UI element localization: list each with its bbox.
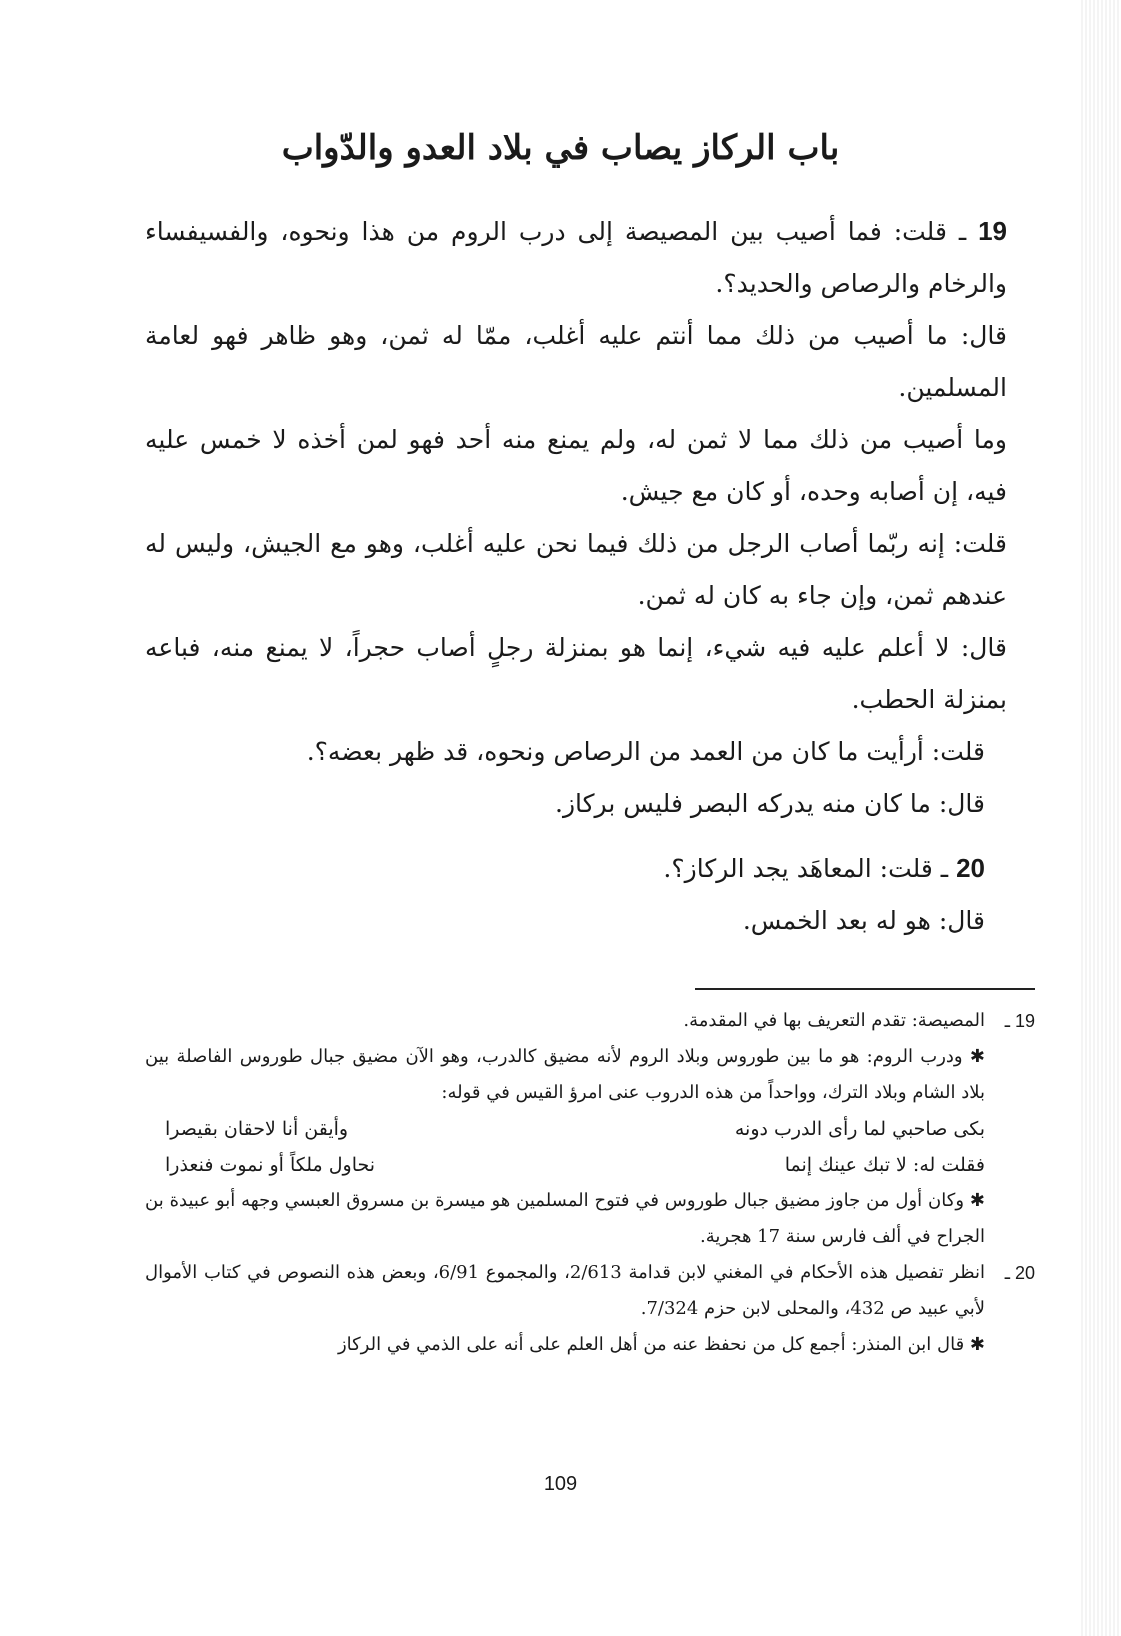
footnote-20-line-2: ✱ قال ابن المنذر: أجمع كل من نحفظ عنه من أهل العلم على أنه على الذمي في الركاز — [337, 1334, 985, 1355]
footnote-19-line-1: المصيصة: تقدم التعريف بها في المقدمة. — [683, 1010, 985, 1031]
verse-1-first-hemistich: بكى صاحبي لما رأى الدرب دونه — [734, 1118, 985, 1140]
footnotes — [145, 1003, 1035, 1363]
verse-2-first-hemistich: فقلت له: لا تبك عينك إنما — [784, 1154, 985, 1176]
question-19 — [145, 205, 1035, 310]
question-19-text: ـ قلت: فما أصيب بين المصيصة إلى درب الروم من هذا ونحوه، والفسيفساء والرخام والرصاص والحديد؟. — [145, 217, 1007, 298]
footnote-19-line-2: ✱ ودرب الروم: هو ما بين طوروس وبلاد الروم لأنه مضيق كالدرب، وهو الآن مضيق جبال طوروس الفاصلة بين بلاد الشام وبلاد الترك، وواحداً من هذه الدروب عنى امرؤ القيس في قوله: — [145, 1046, 985, 1103]
footnote-20-line-1: انظر تفصيل هذه الأحكام في المغني لابن قدامة 2/613، والمجموع 6/91، وبعض هذه النصوص في كتاب الأموال لأبي عبيد ص 432، والمحلى لابن حزم 7/324. — [145, 1262, 986, 1319]
footnote-19-marker: 19 ـ — [1004, 1011, 1035, 1031]
paragraph-question-3: قلت: أرأيت ما كان من العمد من الرصاص ونحوه، قد ظهر بعضه؟. — [306, 737, 985, 766]
poem-verse-1 — [145, 1111, 985, 1147]
paragraph-answer-5: قال: هو له بعد الخمس. — [742, 906, 985, 935]
footnote-separator — [695, 988, 1035, 990]
paragraph-question-2: قلت: إنه ربّما أصاب الرجل من ذلك فيما نحن عليه أغلب، وهو مع الجيش، وليس له عندهم ثمن، وإن جاء به كان له ثمن. — [145, 529, 1007, 610]
paragraph-answer-2: وما أصيب من ذلك مما لا ثمن له، ولم يمنع منه أحد فهو لمن أخذه لا خمس عليه فيه، إن أصابه وحده، أو كان مع جيش. — [145, 425, 1007, 506]
verse-1-second-hemistich: وأيقن أنا لاحقان بقيصرا — [165, 1118, 349, 1140]
paragraph-answer-4: قال: ما كان منه يدركه البصر فليس بركاز. — [555, 789, 985, 818]
question-number-20: 20 — [956, 853, 985, 883]
footnote-20-marker: 20 ـ — [1004, 1263, 1035, 1283]
paragraph-answer-1: قال: ما أصيب من ذلك مما أنتم عليه أغلب، ممّا له ثمن، وهو ظاهر فهو لعامة المسلمين. — [145, 321, 1007, 402]
chapter-title: باب الركاز يصاب في بلاد العدو والدّواب — [281, 128, 840, 168]
verse-2-second-hemistich: نحاول ملكاً أو نموت فنعذرا — [165, 1154, 376, 1176]
question-number-19: 19 — [978, 216, 1007, 246]
question-20-text: ـ قلت: المعاهَد يجد الركاز؟. — [663, 854, 949, 883]
page-edge-shading — [1081, 0, 1121, 1636]
footnote-20 — [145, 1255, 1035, 1363]
main-text — [145, 205, 1035, 947]
page-number: 109 — [543, 1473, 578, 1495]
poem-verse-2 — [145, 1147, 985, 1183]
footnote-19 — [145, 1003, 1035, 1255]
question-20 — [145, 842, 1035, 895]
paragraph-answer-3: قال: لا أعلم عليه فيه شيء، إنما هو بمنزلة رجلٍ أصاب حجراً، لا يمنع منه، فباعه بمنزلة الحطب. — [145, 633, 1007, 714]
footnote-19-line-3: ✱ وكان أول من جاوز مضيق جبال طوروس في فتوح المسلمين هو ميسرة بن مسروق العبسي وجهه أبو عبيدة بن الجراح في ألف فارس سنة 17 هجرية. — [145, 1190, 985, 1247]
